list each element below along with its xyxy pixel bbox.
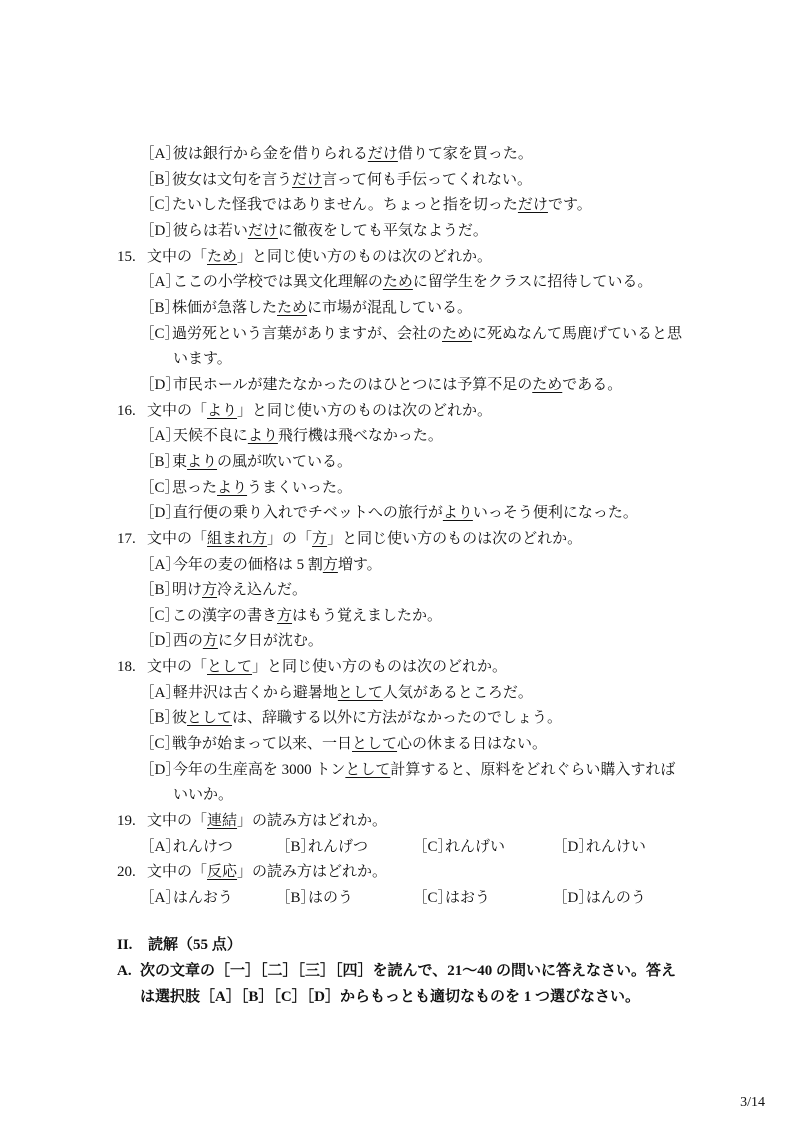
underlined-target: として <box>345 761 391 778</box>
q15-option-c <box>117 322 757 348</box>
choice-reading: はんおう <box>172 890 233 907</box>
option-label: ［D］ <box>147 633 173 650</box>
instruction-text: は選択肢［A］［B］［C］［D］からもっとも適切なものを 1 つ選びなさい。 <box>140 988 641 1005</box>
choice-label: ［B］ <box>283 838 309 855</box>
option-text: に夕日が沈む。 <box>217 633 323 650</box>
choice-label: ［D］ <box>560 838 586 855</box>
option-text: 西の <box>172 633 203 650</box>
choice-reading: れんけつ <box>172 838 233 855</box>
underlined-target: として <box>207 659 253 676</box>
question-stem-text: 」の読み方はどれか。 <box>237 813 388 830</box>
option-text: ここの小学校では異文化理解の <box>172 274 383 291</box>
question-list <box>117 142 757 1010</box>
underlined-target: 反応 <box>207 864 238 881</box>
underlined-target: より <box>207 402 238 419</box>
q15-option-c-continued <box>117 347 757 373</box>
underlined-target: 方 <box>277 607 293 624</box>
page-number: 3/14 <box>740 1095 765 1110</box>
question-number: 16. <box>117 402 136 419</box>
option-text: 直行便の乗り入れでチベットへの旅行が <box>172 505 443 522</box>
section-reading <box>117 932 757 1010</box>
option-text: 今年の麦の価格は 5 割 <box>172 556 323 573</box>
question-number: 17. <box>117 530 136 547</box>
question-stem-text: 文中の「 <box>147 864 208 881</box>
option-text: 借りて家を買った。 <box>397 146 533 162</box>
option-label: ［B］ <box>147 582 173 599</box>
choice-reading: れんげつ <box>308 838 369 855</box>
underlined-target: ため <box>382 274 413 291</box>
choice-reading: はおう <box>445 890 491 907</box>
underlined-target: として <box>337 684 383 701</box>
option-text: の風が吹いている。 <box>217 453 353 470</box>
q20-choice-a <box>147 886 283 912</box>
option-text: に留学生をクラスに招待している。 <box>412 274 653 291</box>
q14-option-a <box>117 142 757 168</box>
q19-stem <box>117 809 757 835</box>
q17-option-d <box>117 629 757 655</box>
option-text: 思った <box>172 479 218 496</box>
option-label: ［C］ <box>147 325 173 342</box>
underlined-target: より <box>187 453 218 470</box>
question-number: 20. <box>117 864 136 881</box>
question-stem-text: 」と同じ使い方のものは次のどれか。 <box>252 659 508 676</box>
q19-choice-b <box>283 835 420 861</box>
option-text: はもう覚えましたか。 <box>292 607 443 624</box>
option-text: 彼は銀行から金を借りられる <box>172 146 368 162</box>
question-stem-text: 文中の「 <box>147 659 208 676</box>
option-label: ［A］ <box>147 556 173 573</box>
q16-option-b <box>117 450 757 476</box>
underlined-target: ため <box>532 376 563 393</box>
underlined-target: より <box>217 479 248 496</box>
option-text: に市場が混乱している。 <box>307 299 473 316</box>
underlined-target: 方 <box>322 556 338 573</box>
q20-choice-b <box>283 886 420 912</box>
option-text: に徹夜をしても平気なようだ。 <box>277 222 488 239</box>
q17-stem <box>117 527 757 553</box>
instruction-text: 次の文章の［一］［二］［三］［四］を読んで、21〜40 の問いに答えなさい。答え <box>140 962 676 979</box>
underlined-target: だけ <box>247 222 278 239</box>
q14-option-c <box>117 193 757 219</box>
q18-option-a <box>117 681 757 707</box>
q15-option-a <box>117 270 757 296</box>
option-text-continued: いいか。 <box>173 787 234 804</box>
option-label: ［D］ <box>147 376 173 393</box>
underlined-target: 方 <box>202 633 218 650</box>
option-label: ［B］ <box>147 710 173 727</box>
option-label: ［C］ <box>147 736 173 753</box>
q17-option-c <box>117 604 757 630</box>
q19-choice-a <box>147 835 283 861</box>
q20-choice-d <box>560 886 646 912</box>
underlined-target: より <box>442 505 473 522</box>
choice-label: ［A］ <box>147 838 173 855</box>
option-label: ［D］ <box>147 761 173 778</box>
option-text: いっそう便利になった。 <box>472 505 638 522</box>
choice-label: ［A］ <box>147 890 173 907</box>
q15-stem <box>117 245 757 271</box>
underlined-target: として <box>352 736 398 753</box>
question-stem-text: 文中の「 <box>147 248 208 265</box>
option-text: 冷え込んだ。 <box>217 582 308 599</box>
underlined-target: ため <box>442 325 473 342</box>
option-text: 増す。 <box>337 556 382 573</box>
option-label: ［B］ <box>147 299 173 316</box>
option-label: ［C］ <box>147 197 173 214</box>
q18-option-d <box>117 758 757 784</box>
q17-option-a <box>117 553 757 579</box>
option-text: 心の休まる日はない。 <box>397 736 548 753</box>
question-stem-text: 」と同じ使い方のものは次のどれか。 <box>327 530 583 547</box>
question-stem-text: 文中の「 <box>147 402 208 419</box>
choice-reading: はのう <box>308 890 354 907</box>
q20-choices <box>117 886 757 912</box>
option-label: ［D］ <box>147 505 173 522</box>
underlined-target: ため <box>207 248 238 265</box>
option-text: は、辞職する以外に方法がなかったのでしょう。 <box>232 710 563 727</box>
question-stem-text: 」の「 <box>267 530 313 547</box>
question-stem-text: 」の読み方はどれか。 <box>237 864 388 881</box>
q18-option-d-continued <box>117 783 757 809</box>
q15-option-d <box>117 373 757 399</box>
option-text-continued: います。 <box>173 351 232 368</box>
option-text: 彼女は文句を言う <box>172 171 293 188</box>
option-text: 東 <box>172 453 188 470</box>
question-number: 18. <box>117 659 136 676</box>
option-label: ［C］ <box>147 479 173 496</box>
option-text: 過労死という言葉がありますが、会社の <box>172 325 443 342</box>
q18-option-c <box>117 732 757 758</box>
q17-option-b <box>117 578 757 604</box>
part-label: A. <box>117 962 132 979</box>
part-a-instruction-line-1 <box>117 958 757 984</box>
option-text: 彼 <box>172 710 188 727</box>
option-label: ［A］ <box>147 684 173 701</box>
option-label: ［A］ <box>147 274 173 291</box>
question-number: 15. <box>117 248 136 265</box>
choice-label: ［C］ <box>420 838 446 855</box>
section-title: 読解（55 点） <box>148 936 242 953</box>
underlined-target: 組まれ方 <box>207 530 268 547</box>
question-stem-text: 」と同じ使い方のものは次のどれか。 <box>237 248 493 265</box>
option-text: 戦争が始まって以来、一日 <box>172 736 353 753</box>
underlined-target: 方 <box>312 530 328 547</box>
option-text: たいした怪我ではありません。ちょっと指を切った <box>172 197 518 214</box>
q20-choice-c <box>420 886 560 912</box>
choice-label: ［B］ <box>283 890 309 907</box>
choice-reading: れんげい <box>445 838 506 855</box>
option-text: 株価が急落した <box>172 299 278 316</box>
option-text: 計算すると、原料をどれぐらい購入すれば <box>390 761 676 778</box>
q16-option-a <box>117 424 757 450</box>
section-number: II. <box>117 936 133 953</box>
q14-option-d <box>117 219 757 245</box>
choice-label: ［C］ <box>420 890 446 907</box>
option-text: に死ぬなんて馬鹿げていると思 <box>472 325 683 342</box>
underlined-target: ため <box>277 299 308 316</box>
option-text: 市民ホールが建たなかったのはひとつには予算不足の <box>172 376 533 393</box>
underlined-target: だけ <box>517 197 548 214</box>
question-stem-text: 文中の「 <box>147 530 208 547</box>
q15-option-b <box>117 296 757 322</box>
part-a-instruction-line-2 <box>117 984 757 1010</box>
underlined-target: だけ <box>292 171 323 188</box>
option-text: 言って何も手伝ってくれない。 <box>322 171 533 188</box>
option-label: ［A］ <box>147 146 173 162</box>
q18-stem <box>117 655 757 681</box>
choice-reading: はんのう <box>585 890 646 907</box>
underlined-target: だけ <box>367 146 398 162</box>
option-text: です。 <box>547 197 592 214</box>
question-stem-text: 」と同じ使い方のものは次のどれか。 <box>237 402 493 419</box>
option-text: 明け <box>172 582 203 599</box>
underlined-target: として <box>187 710 233 727</box>
q20-stem <box>117 860 757 886</box>
q19-choice-d <box>560 835 646 861</box>
q16-stem <box>117 399 757 425</box>
choice-reading: れんけい <box>585 838 646 855</box>
question-number: 19. <box>117 813 136 830</box>
option-label: ［B］ <box>147 171 173 188</box>
option-text: 人気があるところだ。 <box>382 684 533 701</box>
q19-choice-c <box>420 835 560 861</box>
option-text: うまくいった。 <box>247 479 353 496</box>
option-text: 天候不良に <box>172 428 248 445</box>
option-text: この漢字の書き <box>172 607 278 624</box>
option-label: ［A］ <box>147 428 173 445</box>
option-text: 今年の生産高を 3000 トン <box>172 761 346 778</box>
option-label: ［B］ <box>147 453 173 470</box>
option-label: ［D］ <box>147 222 173 239</box>
option-label: ［C］ <box>147 607 173 624</box>
option-text: である。 <box>562 376 623 393</box>
q16-option-d <box>117 501 757 527</box>
q18-option-b <box>117 706 757 732</box>
option-text: 軽井沢は古くから避暑地 <box>172 684 338 701</box>
q16-option-c <box>117 476 757 502</box>
q14-option-b <box>117 168 757 194</box>
section-heading <box>117 932 757 958</box>
option-text: 飛行機は飛べなかった。 <box>277 428 443 445</box>
underlined-target: 方 <box>202 582 218 599</box>
question-stem-text: 文中の「 <box>147 813 208 830</box>
option-text: 彼らは若い <box>172 222 248 239</box>
underlined-target: より <box>247 428 278 445</box>
q19-choices <box>117 835 757 861</box>
underlined-target: 連結 <box>207 813 238 830</box>
choice-label: ［D］ <box>560 890 586 907</box>
